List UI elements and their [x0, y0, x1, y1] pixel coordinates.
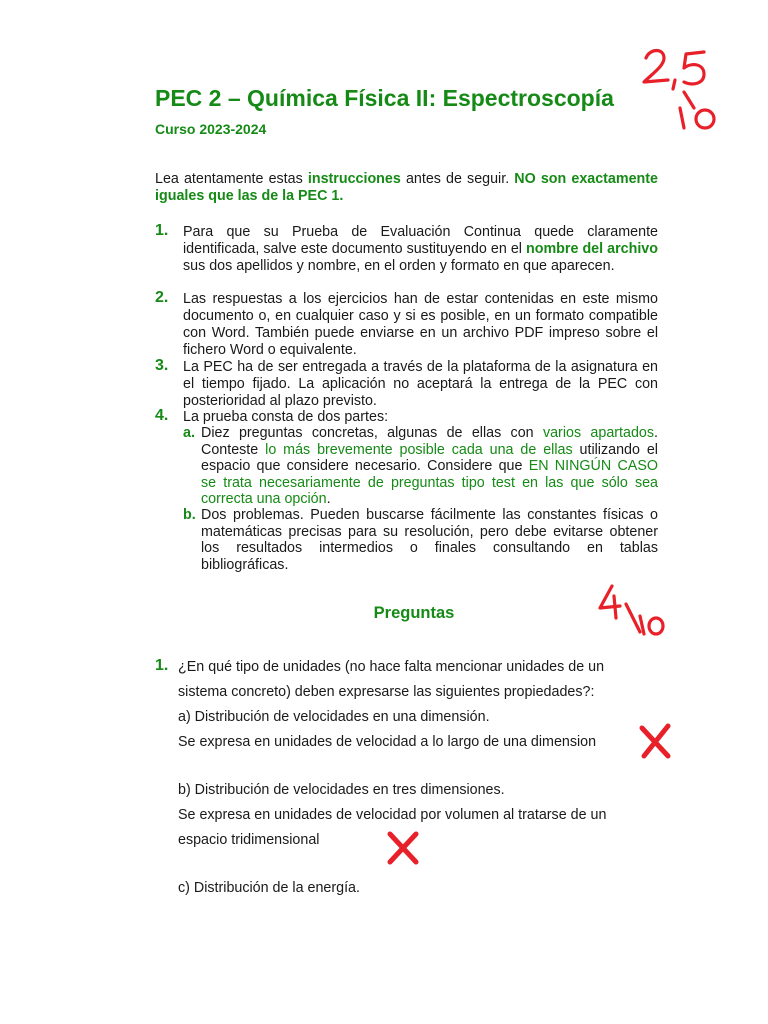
part-letter: a. [183, 425, 195, 441]
part-a-text-3: utilizando el espacio que considere necesario. Considere que [201, 441, 658, 474]
part-b-text: Dos problemas. Pueden buscarse fácilmente las constantes físicas o matemáticas precisas para su resolución, pero debe evitarse obtener los resultados intermedios o finales consultando en tablas bibliográficas. [201, 507, 658, 573]
part-a-highlight-3: EN NINGÚN CASO se trata necesariamente de preguntas tipo test en las que sólo sea correcta una opción [201, 458, 658, 507]
instruction-item-2 [155, 291, 658, 359]
incorrect-cross-icon [638, 722, 672, 760]
question-number: 1. [155, 657, 169, 674]
part-a-text-4: . [326, 491, 331, 507]
questions-heading: Preguntas [373, 604, 455, 622]
instruction-number: 3. [155, 357, 169, 374]
part-letter: b. [183, 507, 196, 523]
question-1a-label: a) Distribución de velocidades en una dimensión. [178, 709, 490, 725]
instruction-item-4 [155, 409, 658, 426]
part-a-highlight-2: lo más brevemente posible cada una de ellas [265, 441, 573, 458]
handwritten-total-score [636, 44, 728, 136]
instruction-item-3 [155, 359, 658, 410]
handwritten-section-score [592, 582, 674, 640]
instruction-text: Las respuestas a los ejercicios han de estar contenidas en este mismo documento o, en cualquier caso y si es posible, en un formato compatible con Word. También puede enviarse en un archivo PDF impreso sobre el fichero Word o equivalente. [183, 291, 658, 358]
instruction-number: 2. [155, 289, 169, 306]
question-1b-answer-line-1: Se expresa en unidades de velocidad por volumen al tratarse de un [178, 807, 607, 823]
instruction-number: 1. [155, 222, 169, 239]
part-b [183, 507, 658, 573]
question-1b-answer-line-2: espacio tridimensional [178, 832, 320, 848]
document-title: PEC 2 – Química Física II: Espectroscopía [155, 85, 614, 111]
instruction-item-1 [155, 224, 658, 275]
instruction-text-end: sus dos apellidos y nombre, en el orden y formato en que aparecen. [183, 258, 615, 274]
question-1-text-line-1: ¿En qué tipo de unidades (no hace falta mencionar unidades de un [178, 659, 605, 675]
part-a-text-2: . Conteste [201, 425, 659, 458]
part-a-highlight-1: varios apartados [542, 425, 655, 441]
part-a [183, 425, 658, 508]
filename-emphasis: nombre del archivo [525, 241, 658, 257]
instruction-number: 4. [155, 407, 169, 424]
question-1-text-line-2: sistema concreto) deben expresarse las siguientes propiedades?: [178, 684, 595, 700]
instruction-text: La PEC ha de ser entregada a través de la plataforma de la asignatura en el tiempo fijado. La aplicación no aceptará la entrega de la PEC con posterioridad al plazo previsto. [183, 359, 658, 409]
instruction-text: La prueba consta de dos partes: [183, 409, 389, 425]
incorrect-cross-icon [386, 830, 420, 866]
question-1c-label: c) Distribución de la energía. [178, 880, 360, 896]
part-a-text: Diez preguntas concretas, algunas de ellas con [201, 425, 543, 441]
course-year: Curso 2023-2024 [155, 121, 267, 137]
intro-instructions-word: instrucciones [307, 171, 401, 187]
question-1a-answer: Se expresa en unidades de velocidad a lo largo de una dimension [178, 734, 597, 750]
instruction-text: Para que su Prueba de Evaluación Continua quede claramente identificada, salve este documento sustituyendo en el [183, 224, 658, 257]
intro-warning: NO son exactamente iguales que las de la PEC 1. [155, 171, 658, 204]
question-1b-label: b) Distribución de velocidades en tres dimensiones. [178, 782, 505, 798]
intro-paragraph [155, 171, 658, 205]
intro-text-1: Lea atentamente estas [155, 171, 308, 187]
intro-text-3: antes de seguir. [400, 171, 515, 187]
